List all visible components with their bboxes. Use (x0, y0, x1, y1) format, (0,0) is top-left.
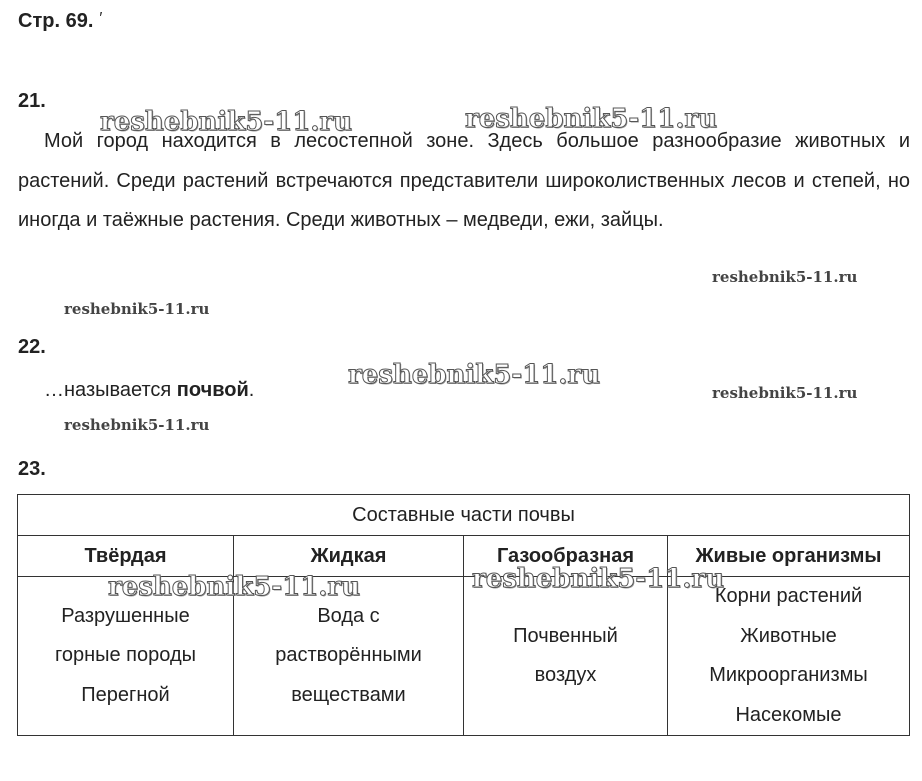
soil-components-table (17, 494, 910, 736)
list-item: Почвенный (513, 624, 618, 647)
task-22-answer-word: почвой (176, 379, 249, 401)
watermark: reshebnik5-11.ru (64, 300, 210, 318)
task-22-prefix: …называется (44, 379, 177, 401)
list-item: Перегной (81, 683, 170, 706)
list-item: Разрушенные (61, 604, 190, 627)
task-23-number: 23. (18, 458, 46, 480)
list-item: Корни растений (714, 585, 863, 607)
cell-living (668, 577, 910, 736)
watermark: reshebnik5-11.ru (465, 104, 718, 134)
task-21-number: 21. (18, 90, 46, 112)
cell-liquid (234, 577, 464, 736)
task-22-number: 22. (18, 336, 46, 358)
header-gas: Газообразная (464, 536, 668, 577)
header-living: Живые организмы (668, 536, 910, 577)
tick-mark: ′ (99, 10, 103, 27)
header-liquid: Жидкая (234, 536, 464, 577)
list-item: растворёнными (275, 644, 422, 667)
list-item: Микроорганизмы (709, 664, 868, 686)
list-item: Вода с (317, 604, 380, 627)
watermark: reshebnik5-11.ru (712, 384, 858, 402)
header-solid: Твёрдая (18, 536, 234, 577)
list-item: горные породы (54, 644, 196, 667)
watermark: reshebnik5-11.ru (348, 360, 601, 390)
watermark: reshebnik5-11.ru (64, 416, 210, 434)
list-item: Животные (740, 624, 837, 647)
watermark: reshebnik5-11.ru (108, 572, 361, 602)
list-item: веществами (291, 683, 406, 706)
page-number (18, 10, 102, 33)
task-22-answer (44, 379, 254, 402)
table-caption: Составные части почвы (18, 495, 910, 536)
task-21-text: Мой город находится в лесостепной зоне. Здесь большое разнообразие животных и растений. Среди растений встречаются представители широколиственных лесов и степей, но иногда и таёжные растения. Среди животных – медведи, ежи, зайцы. (18, 130, 910, 231)
list-item: воздух (534, 664, 597, 686)
list-item: Насекомые (735, 703, 842, 726)
watermark: reshebnik5-11.ru (100, 107, 353, 137)
cell-gas (464, 577, 668, 736)
watermark: reshebnik5-11.ru (472, 564, 725, 594)
watermark: reshebnik5-11.ru (712, 268, 858, 286)
page-label: Стр. 69. (18, 10, 94, 32)
cell-solid (18, 577, 234, 736)
task-22-suffix: . (248, 379, 255, 401)
